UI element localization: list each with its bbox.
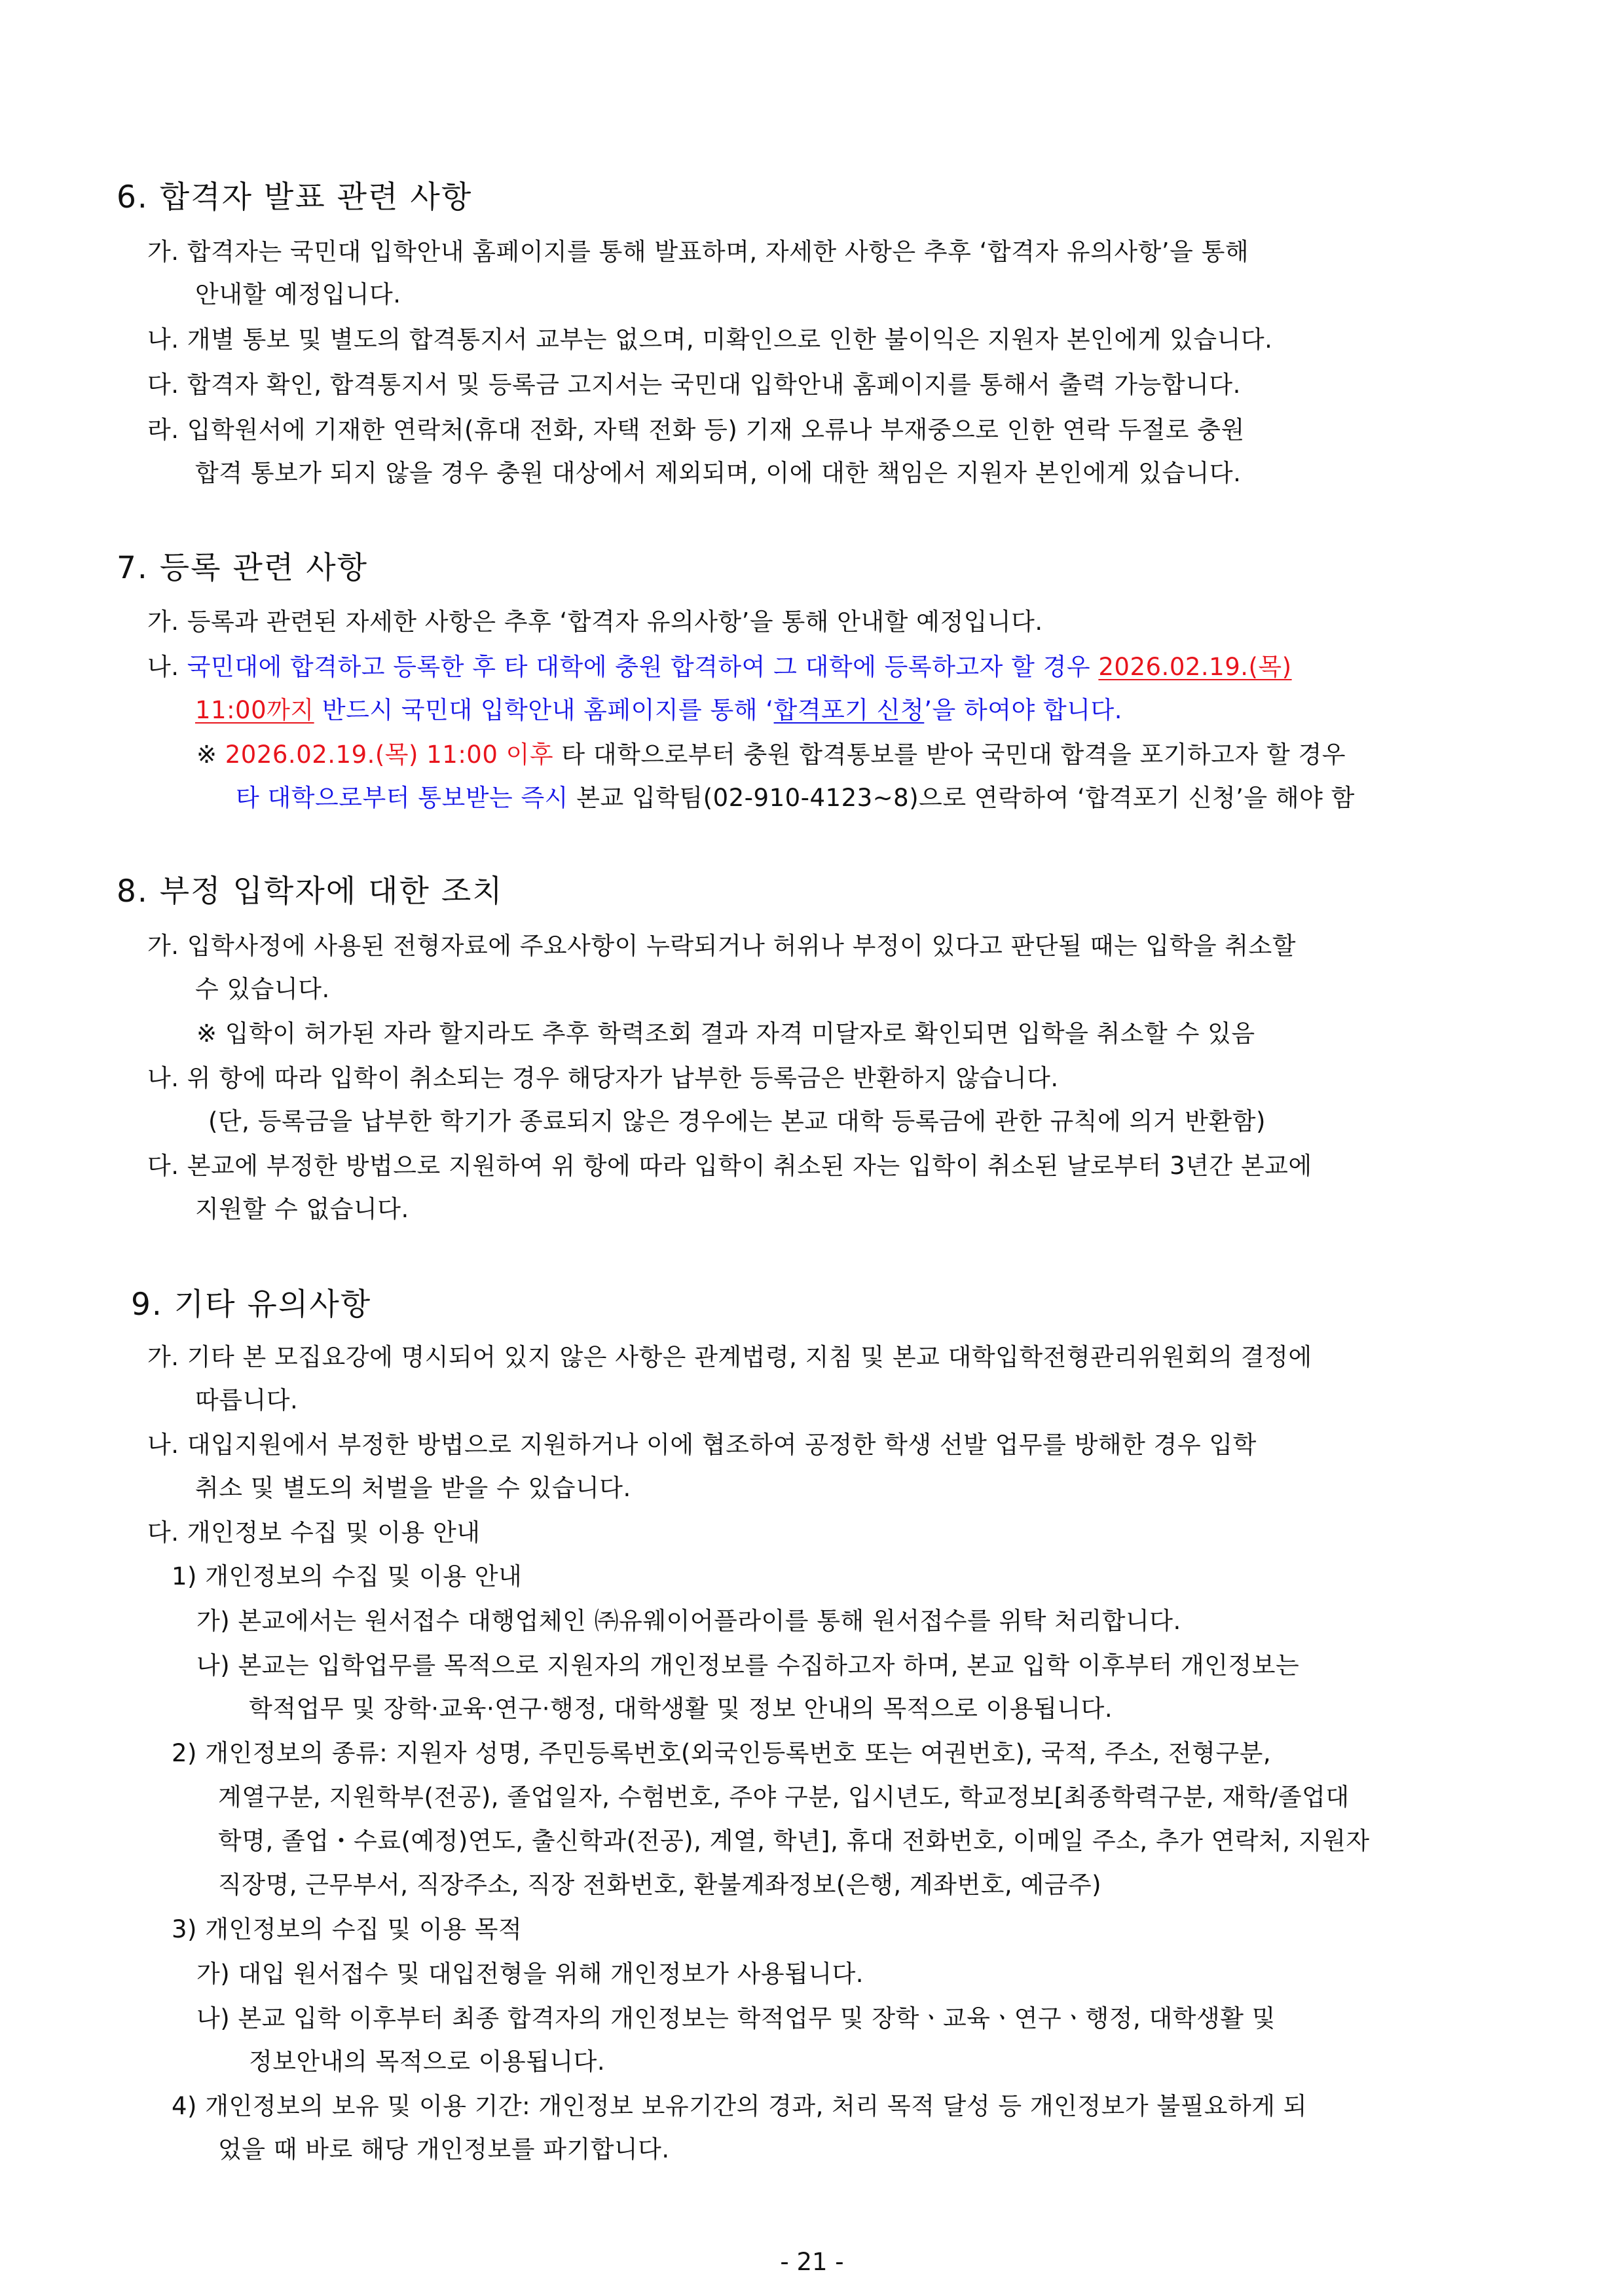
s9-item-a-line2: 따릅니다. [195, 1386, 299, 1414]
s7-deadline-date: 2026.02.19.(목) [1098, 653, 1292, 681]
s9-c3-heading: 3) 개인정보의 수집 및 이용 목적 [172, 1915, 523, 1943]
s7-withdrawal-request: 합격포기 신청 [773, 696, 925, 724]
s6-item-c: 다. 합격자 확인, 합격통지서 및 등록금 고지서는 국민대 입학안내 홈페이지를 통해서 출력 가능합니다. [147, 371, 1241, 399]
s6-item-d-line1: 라. 입학원서에 기재한 연락처(휴대 전화, 자택 전화 등) 기재 오류나 부재중으로 인한 연락 두절로 충원 [147, 416, 1245, 444]
s9-c3-item-b-line1: 나) 본교 입학 이후부터 최종 합격자의 개인정보는 학적업무 및 장학ㆍ교육ㆍ연구ㆍ행정, 대학생활 및 [196, 2004, 1276, 2032]
s8-item-a-note: ※ 입학이 허가된 자라 할지라도 추후 학력조회 결과 자격 미달자로 확인되면 입학을 취소할 수 있음 [196, 1019, 1255, 1048]
page-number: - 21 - [780, 2248, 844, 2276]
s9-c3-item-b-line2: 정보안내의 목적으로 이용됩니다. [249, 2047, 606, 2076]
s7-deadline-time: 11:00까지 [195, 696, 314, 724]
s8-item-a-line1: 가. 입학사정에 사용된 전형자료에 주요사항이 누락되거나 허위나 부정이 있다고 판단될 때는 입학을 취소할 [147, 932, 1297, 960]
section-6-heading: 6. 합격자 발표 관련 사항 [117, 179, 473, 215]
s8-item-c-line2: 지원할 수 없습니다. [195, 1195, 409, 1223]
s7-item-b-prefix: 나. [147, 653, 187, 681]
s8-item-a-line2: 수 있습니다. [195, 975, 330, 1003]
s7-item-b-blue-text-2: 반드시 국민대 입학안내 홈페이지를 통해 ‘ [314, 696, 774, 724]
s6-item-a-line1: 가. 합격자는 국민대 입학안내 홈페이지를 통해 발표하며, 자세한 사항은 추후 ‘합격자 유의사항’을 통해 [147, 238, 1249, 266]
section-7-heading: 7. 등록 관련 사항 [117, 550, 369, 586]
s7-note-text-2: 본교 입학팀(02-910-4123~8)으로 연락하여 ‘합격포기 신청’을 해야 함 [568, 784, 1355, 812]
s7-note-text: 타 대학으로부터 충원 합격통보를 받아 국민대 합격을 포기하고자 할 경우 [553, 741, 1346, 769]
section-9-heading: 9. 기타 유의사항 [131, 1287, 372, 1323]
s8-item-b-line1: 나. 위 항에 따라 입학이 취소되는 경우 해당자가 납부한 등록금은 반환하지 않습니다. [147, 1064, 1059, 1092]
s7-item-b-blue-text: 국민대에 합격하고 등록한 후 타 대학에 충원 합격하여 그 대학에 등록하고자 할 경우 [187, 653, 1099, 681]
s6-item-d-line2: 합격 통보가 되지 않을 경우 충원 대상에서 제외되며, 이에 대한 책임은 지원자 본인에게 있습니다. [195, 459, 1242, 487]
s9-c2-line1: 2) 개인정보의 종류: 지원자 성명, 주민등록번호(외국인등록번호 또는 여권번호), 국적, 주소, 전형구분, [172, 1739, 1272, 1767]
s9-c4-line2: 었을 때 바로 해당 개인정보를 파기합니다. [218, 2135, 670, 2163]
s9-c1-item-a: 가) 본교에서는 원서접수 대행업체인 ㈜유웨이어플라이를 통해 원서접수를 위탁 처리합니다. [196, 1607, 1181, 1635]
s9-c2-line4: 직장명, 근무부서, 직장주소, 직장 전화번호, 환불계좌정보(은행, 계좌번호, 예금주) [218, 1871, 1102, 1899]
s9-c1-item-b-line1: 나) 본교는 입학업무를 목적으로 지원자의 개인정보를 수집하고자 하며, 본교 입학 이후부터 개인정보는 [196, 1651, 1300, 1680]
s7-item-a: 가. 등록과 관련된 자세한 사항은 추후 ‘합격자 유의사항’을 통해 안내할 예정입니다. [147, 608, 1043, 636]
s9-c1-heading: 1) 개인정보의 수집 및 이용 안내 [172, 1562, 523, 1590]
s6-item-a-line2: 안내할 예정입니다. [195, 280, 401, 308]
s7-item-b-line2 [195, 694, 1122, 727]
s6-item-b: 나. 개별 통보 및 별도의 합격통지서 교부는 없으며, 미확인으로 인한 불이익은 지원자 본인에게 있습니다. [147, 325, 1273, 354]
s9-c3-item-a: 가) 대입 원서접수 및 대입전형을 위해 개인정보가 사용됩니다. [196, 1960, 864, 1988]
s7-note-line1 [196, 739, 1346, 771]
section-8-heading: 8. 부정 입학자에 대한 조치 [117, 873, 504, 909]
s9-item-a-line1: 가. 기타 본 모집요강에 명시되어 있지 않은 사항은 관계법령, 지침 및 본교 대학입학전형관리위원회의 결정에 [147, 1343, 1312, 1371]
s9-c2-line3: 학명, 졸업・수료(예정)연도, 출신학과(전공), 계열, 학년], 휴대 전화번호, 이메일 주소, 추가 연락처, 지원자 [218, 1827, 1370, 1855]
s7-item-b-blue-text-3: ’을 하여야 합니다. [924, 696, 1123, 724]
s9-item-b-line2: 취소 및 별도의 처벌을 받을 수 있습니다. [195, 1474, 631, 1502]
s7-note-line2 [236, 782, 1355, 815]
s7-note-immediately: 타 대학으로부터 통보받는 즉시 [236, 784, 568, 812]
s7-item-b-line1 [147, 651, 1292, 684]
s9-item-c: 다. 개인정보 수집 및 이용 안내 [147, 1518, 481, 1547]
s7-note-mark: ※ [196, 741, 225, 769]
s7-note-deadline: 2026.02.19.(목) 11:00 이후 [225, 741, 554, 769]
s9-c2-line2: 계열구분, 지원학부(전공), 졸업일자, 수험번호, 주야 구분, 입시년도, 학교정보[최종학력구분, 재학/졸업대 [218, 1783, 1350, 1811]
s9-c4-line1: 4) 개인정보의 보유 및 이용 기간: 개인정보 보유기간의 경과, 처리 목적 달성 등 개인정보가 불필요하게 되 [172, 2092, 1308, 2120]
s9-c1-item-b-line2: 학적업무 및 장학·교육·연구·행정, 대학생활 및 정보 안내의 목적으로 이용됩니다. [249, 1695, 1113, 1723]
s8-item-c-line1: 다. 본교에 부정한 방법으로 지원하여 위 항에 따라 입학이 취소된 자는 입학이 취소된 날로부터 3년간 본교에 [147, 1152, 1312, 1180]
s8-item-b-line2: (단, 등록금을 납부한 학기가 종료되지 않은 경우에는 본교 대학 등록금에 관한 규칙에 의거 반환함) [208, 1107, 1266, 1135]
s9-item-b-line1: 나. 대입지원에서 부정한 방법으로 지원하거나 이에 협조하여 공정한 학생 선발 업무를 방해한 경우 입학 [147, 1431, 1257, 1459]
